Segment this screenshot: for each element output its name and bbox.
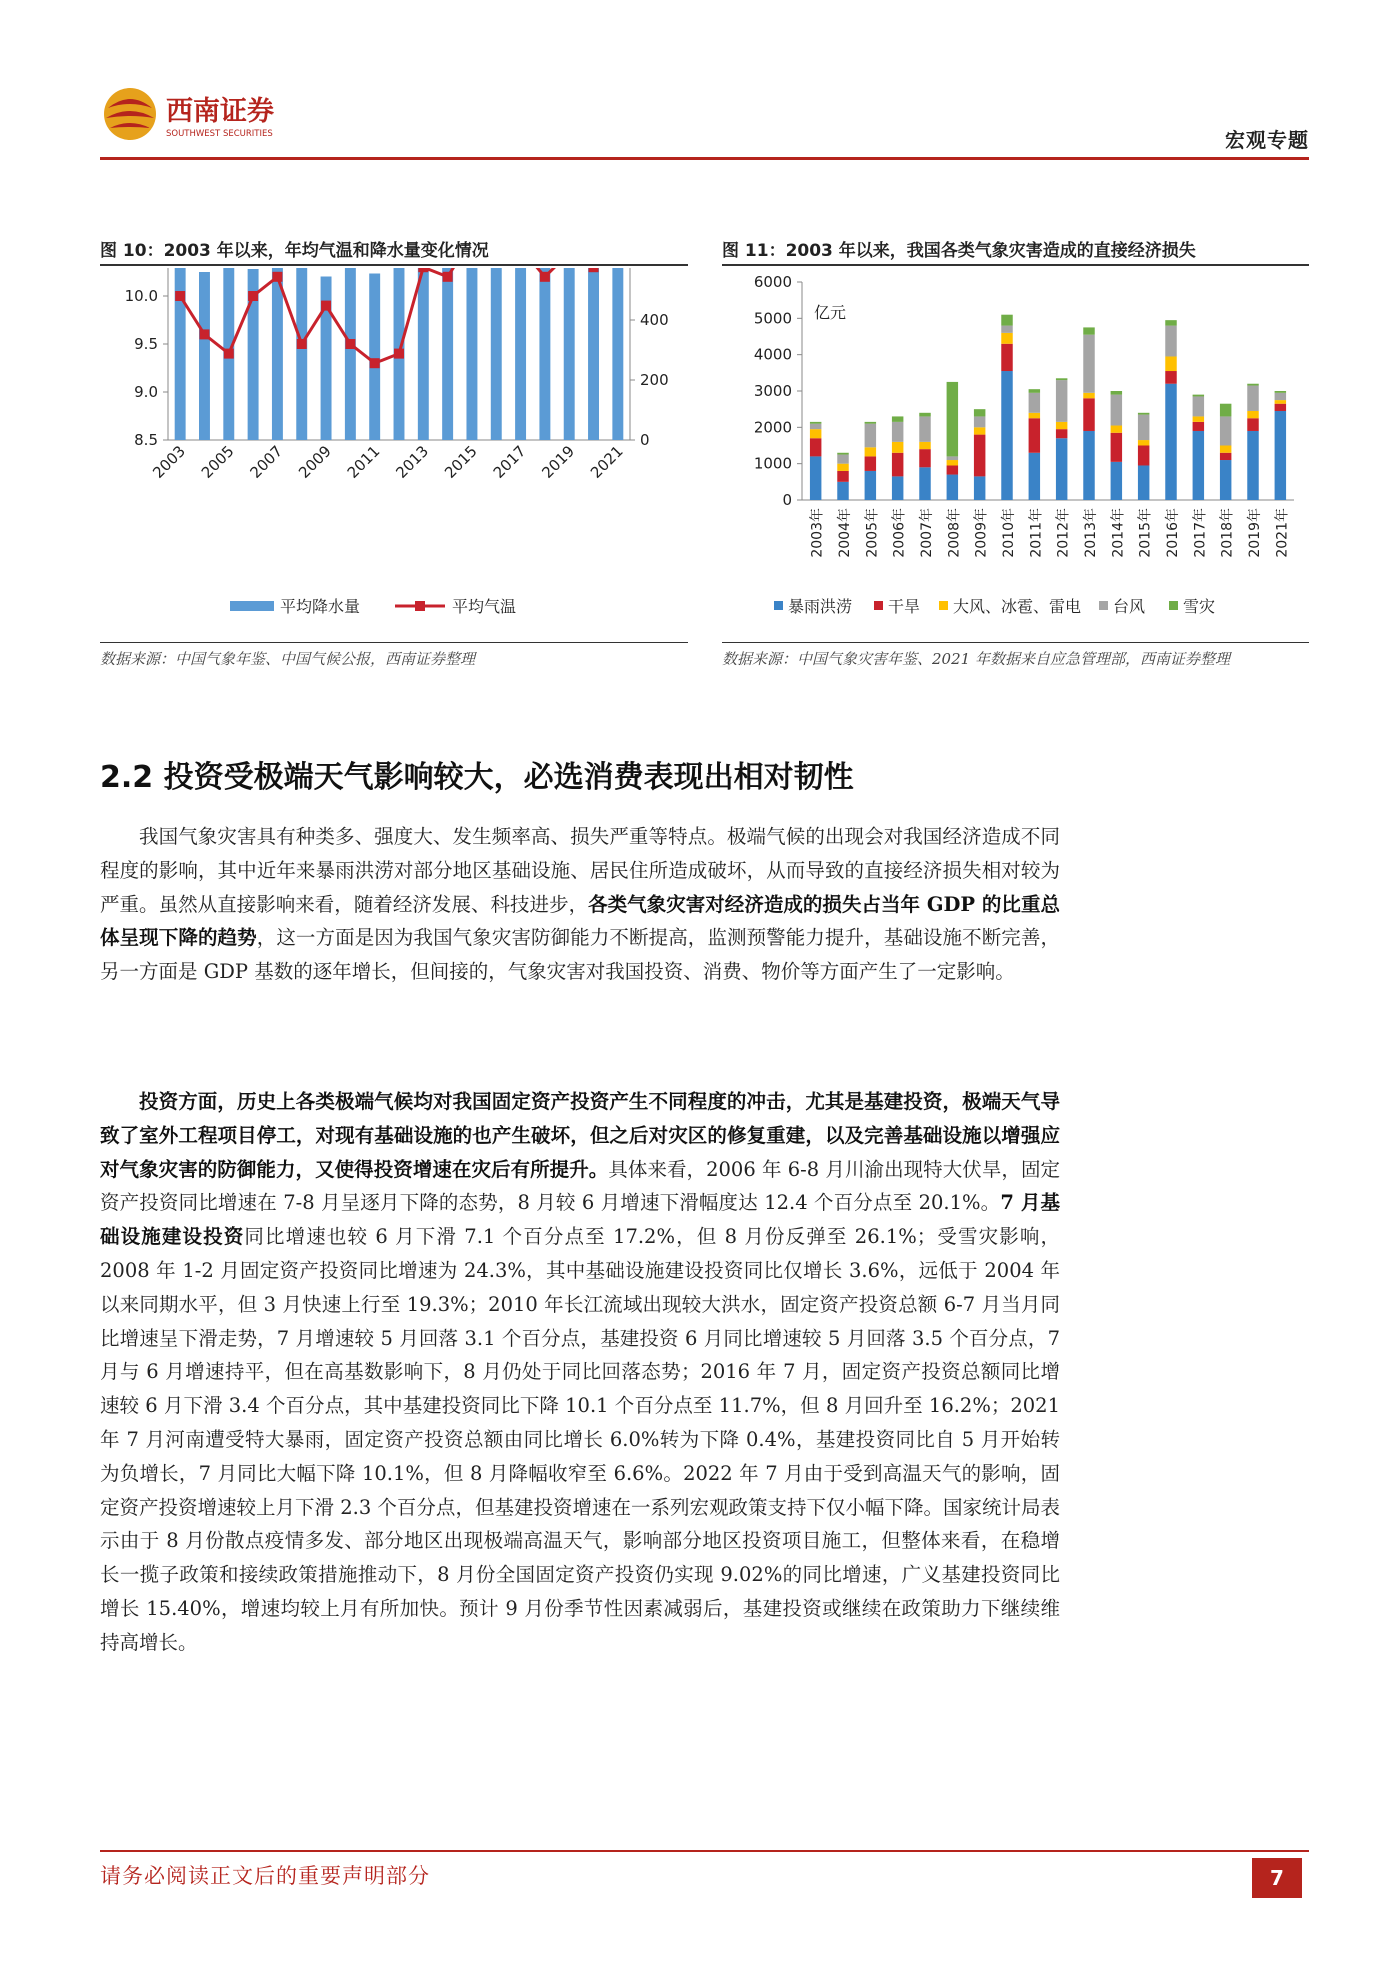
stacked-bar-segment (1247, 386, 1258, 411)
x-tick-label: 2003 (149, 442, 189, 482)
stacked-bar-segment (892, 442, 903, 453)
x-tick-label: 2018年 (1219, 507, 1236, 558)
x-tick-label: 2009年 (973, 508, 990, 558)
paragraph1-bold: 各类气象灾害对经济造成的损失占当年 GDP 的比重总体呈现下降的趋势 (100, 892, 1060, 950)
precip-bar (296, 268, 307, 440)
temperature-point (345, 339, 355, 349)
stacked-bar-segment (1275, 411, 1286, 500)
x-tick-label: 2008年 (946, 508, 963, 558)
stacked-bar-segment (1111, 462, 1122, 500)
x-tick-label: 2019 (538, 442, 579, 482)
stacked-bar-segment (865, 447, 876, 456)
stacked-bar-segment (1083, 335, 1094, 393)
stacked-bar-segment (1193, 416, 1204, 421)
figure10-bottom-rule (100, 642, 688, 643)
temperature-point (175, 291, 185, 301)
x-tick-label: 2007年 (919, 508, 935, 558)
precip-bar (345, 268, 356, 440)
temperature-point (297, 339, 307, 349)
x-tick-label: 2019年 (1247, 508, 1263, 558)
precip-bar (515, 268, 526, 440)
stacked-bar-segment (1001, 315, 1012, 326)
stacked-bar-segment (810, 429, 821, 438)
right-tick-label: 400 (640, 311, 669, 329)
stacked-bar-segment (1001, 371, 1012, 500)
stacked-bar-segment (1220, 453, 1231, 460)
precip-bar (418, 268, 429, 440)
stacked-bar-segment (1138, 446, 1149, 466)
figure11-source: 数据来源：中国气象灾害年鉴、2021 年数据来自应急管理部，西南证券整理 (722, 650, 1230, 668)
temperature-point (443, 272, 453, 282)
y-tick-label: 4000 (753, 345, 792, 364)
stacked-bar-segment (1138, 413, 1149, 415)
stacked-bar-segment (1083, 398, 1094, 431)
legend-label: 台风 (1113, 597, 1146, 616)
stacked-bar-segment (1083, 327, 1094, 334)
stacked-bar-segment (919, 442, 930, 449)
body-paragraph-1 (100, 820, 1060, 989)
legend-label: 大风、冰雹、雷电 (953, 597, 1082, 616)
stacked-bar-segment (974, 435, 985, 477)
temperature-point (224, 349, 234, 359)
stacked-bar-segment (1056, 422, 1067, 429)
stacked-bar-segment (919, 413, 930, 417)
y-tick-label: 1000 (753, 454, 792, 473)
stacked-bar-segment (1165, 326, 1176, 357)
stacked-bar-segment (1111, 426, 1122, 433)
stacked-bar-segment (1138, 415, 1149, 440)
stacked-bar-segment (1029, 413, 1040, 418)
stacked-bar-segment (947, 382, 958, 456)
precip-bar (491, 268, 502, 440)
legend-precip-swatch (230, 601, 274, 611)
x-tick-label: 2009 (295, 442, 335, 482)
section-heading: 2.2 投资受极端天气影响较大，必选消费表现出相对韧性 (100, 760, 854, 795)
figure10-top-rule (100, 264, 688, 266)
stacked-bar-segment (810, 424, 821, 429)
stacked-bar-segment (865, 424, 876, 448)
stacked-bar-segment (919, 449, 930, 467)
company-logo (100, 84, 400, 144)
x-tick-label: 2017 (489, 442, 530, 482)
figure11-top-rule (722, 264, 1309, 266)
temperature-point (370, 358, 380, 368)
stacked-bar-segment (919, 416, 930, 441)
stacked-bar-segment (1193, 431, 1204, 500)
temperature-point (418, 268, 428, 272)
x-tick-label: 2011年 (1028, 508, 1045, 558)
figure11-title: 图 11：2003 年以来，我国各类气象灾害造成的直接经济损失 (722, 241, 1196, 261)
stacked-bar-segment (1029, 389, 1040, 393)
x-tick-label: 2006年 (891, 508, 908, 558)
paragraph1-text-b: ，这一方面是因为我国气象灾害防御能力不断提高，监测预警能力提升，基础设施不断完善，另一方面是 GDP 基数的逐年增长，但间接的，气象灾害对我国投资、消费、物价等方面产生了一定影响。 (100, 926, 1060, 984)
stacked-bar-segment (974, 416, 985, 427)
stacked-bar-segment (892, 422, 903, 442)
legend-label: 干旱 (888, 597, 921, 616)
stacked-bar-segment (1001, 344, 1012, 371)
stacked-bar-segment (1247, 418, 1258, 431)
stacked-bar-segment (1056, 378, 1067, 380)
stacked-bar-segment (837, 455, 848, 464)
body-paragraph-2 (100, 1085, 1060, 1660)
x-tick-label: 2003年 (809, 508, 826, 558)
precip-bar (369, 274, 380, 441)
precip-bar (539, 268, 550, 440)
stacked-bar-segment (947, 475, 958, 500)
y-tick-label: 3000 (753, 382, 792, 400)
paragraph2-bold-b: 7 月基础设施建设投资 (100, 1191, 1061, 1249)
x-tick-label: 2013年 (1083, 508, 1099, 558)
stacked-bar-segment (1056, 438, 1067, 500)
x-tick-label: 2021 (586, 442, 627, 482)
left-tick-label: 8.5 (134, 431, 158, 449)
stacked-bar-segment (974, 427, 985, 434)
temperature-point (540, 272, 550, 282)
stacked-bar-segment (1029, 393, 1040, 413)
temperature-point (321, 301, 331, 311)
temperature-point (272, 272, 282, 282)
paragraph1-text-a: 我国气象灾害具有种类多、强度大、发生频率高、损失严重等特点。极端气候的出现会对我国经济造成不同程度的影响，其中近年来暴雨洪涝对部分地区基础设施、居民住所造成破坏，从而导致的直接经济损失相对较为严重。虽然从直接影响来看，随着经济发展、科技进步， (100, 825, 1060, 916)
stacked-bar-segment (810, 456, 821, 500)
x-tick-label: 2005年 (864, 508, 881, 558)
stacked-bar-segment (865, 471, 876, 500)
x-tick-label: 2005 (197, 442, 238, 482)
left-tick-label: 10.0 (124, 287, 158, 305)
x-tick-label: 2015年 (1137, 508, 1154, 558)
y-tick-label: 2000 (753, 418, 792, 437)
left-tick-label: 9.5 (134, 335, 158, 353)
stacked-bar-segment (974, 409, 985, 416)
legend-swatch (939, 601, 948, 610)
stacked-bar-segment (1220, 404, 1231, 417)
stacked-bar-segment (1111, 433, 1122, 462)
paragraph2-text-a: 具体来看，2006 年 6-8 月川渝出现特大伏旱，固定资产投资同比增速在 7-8 月呈逐月下降的态势，8 月较 6 月增速下滑幅度达 12.4 个百分点至 20.1%。 (100, 1157, 1060, 1215)
legend-temp-marker (415, 601, 425, 611)
legend-label: 雪灾 (1183, 597, 1216, 616)
y-tick-label: 6000 (753, 273, 792, 291)
figure11-bottom-rule (722, 642, 1309, 643)
stacked-bar-segment (947, 456, 958, 460)
stacked-bar-segment (865, 456, 876, 471)
legend-swatch (1099, 601, 1108, 610)
stacked-bar-segment (837, 453, 848, 455)
precip-bar (612, 268, 623, 440)
legend-temp-label: 平均气温 (452, 597, 517, 616)
stacked-bar-segment (974, 476, 985, 500)
temperature-point (589, 268, 599, 272)
x-tick-label: 2007 (246, 442, 287, 482)
stacked-bar-segment (1193, 395, 1204, 397)
footer-notice: 请务必阅读正文后的重要声明部分 (100, 1864, 430, 1888)
stacked-bar-segment (865, 422, 876, 424)
paragraph2-bold-a: 投资方面，历史上各类极端气候均对我国固定资产投资产生不同程度的冲击，尤其是基建投资，极端天气导致了室外工程项目停工，对现有基础设施的也产生破坏，但之后对灾区的修复重建，以及完善基础设施以增强应对气象灾害的防御能力，又使得投资增速在灾后有所提升。 (100, 1090, 1060, 1181)
stacked-bar-segment (1275, 391, 1286, 393)
page-header (100, 78, 1309, 158)
x-tick-label: 2013 (392, 442, 433, 482)
figure11-chart (722, 268, 1312, 638)
stacked-bar-segment (837, 471, 848, 482)
stacked-bar-segment (837, 482, 848, 500)
legend-precip-label: 平均降水量 (280, 597, 361, 616)
y-tick-label: 0 (782, 491, 792, 509)
stacked-bar-segment (1220, 460, 1231, 500)
stacked-bar-segment (1029, 418, 1040, 453)
stacked-bar-segment (1247, 384, 1258, 386)
stacked-bar-segment (892, 476, 903, 500)
stacked-bar-segment (1111, 395, 1122, 426)
stacked-bar-segment (1056, 429, 1067, 438)
footer-divider (100, 1850, 1309, 1852)
stacked-bar-segment (1275, 400, 1286, 404)
stacked-bar-segment (1247, 411, 1258, 418)
stacked-bar-segment (1138, 440, 1149, 445)
right-tick-label: 0 (640, 431, 650, 449)
figure10-source: 数据来源：中国气象年鉴、中国气候公报，西南证券整理 (100, 650, 476, 668)
stacked-bar-segment (1001, 326, 1012, 333)
page-number: 7 (1252, 1858, 1302, 1898)
stacked-bar-segment (837, 464, 848, 471)
y-tick-label: 5000 (753, 309, 792, 328)
stacked-bar-segment (1001, 333, 1012, 344)
left-tick-label: 9.0 (134, 383, 158, 401)
x-tick-label: 2010年 (1001, 508, 1017, 558)
precip-bar (588, 268, 599, 440)
x-tick-label: 2014年 (1110, 508, 1127, 558)
legend-swatch (1169, 601, 1178, 610)
stacked-bar-segment (1220, 446, 1231, 453)
stacked-bar-segment (1275, 404, 1286, 411)
x-tick-label: 2004年 (837, 508, 853, 558)
x-tick-label: 2016年 (1165, 508, 1181, 558)
paragraph2-text-b: 同比增速也较 6 月下滑 7.1 个百分点至 17.2%，但 8 月份反弹至 26.1%；受雪灾影响，2008 年 1-2 月固定资产投资同比增速为 24.3%，其中基础设施建设投资同比仅增长 3.6%，远低于 2004 年以来同期水平，但 3 月快速上行至 19.3%；2010 年长江流域出现较大洪水，固定资产投资总额 6-7 月当月同比增速呈下滑走势，7 月增速较 5 月回落 3.1 个百分点，基建投资 6 月同比增速较 5 月回落 3.5 个百分点，7 月与 6 月增速持平，但在高基数影响下，8 月仍处于同比回落态势；2016 年 7 月，固定资产投资总额同比增速较 6 月下滑 3.4 个百分点，其中基建投资同比下降 10.1 个百分点至 11.7%，但 8 月回升至 16.2%；2021 年 7 月河南遭受特大暴雨，固定资产投资总额由同比增长 6.0%转为下降 0.4%，基建投资同比自 5 月开始转为负增长，7 月同比大幅下降 10.1%，但 8 月降幅收窄至 6.6%。2022 年 7 月由于受到高温天气的影响，固定资产投资增速较上月下滑 2.3 个百分点，但基建投资增速在一系列宏观政策支持下仅小幅下降。国家统计局表示由于 8 月份散点疫情多发、部分地区出现极端高温天气，影响部分地区投资项目施工，但整体来看，在稳增长一揽子政策和接续政策措施推动下，8 月份全国固定资产投资仍实现 9.02%的同比增速，广义基建投资同比增长 15.40%，增速均较上月有所加快。预计 9 月份季节性因素减弱后，基建投资或继续在政策助力下继续维持高增长。 (100, 1225, 1060, 1654)
temperature-point (394, 349, 404, 359)
figure10-chart (100, 268, 690, 638)
stacked-bar-segment (1083, 431, 1094, 500)
stacked-bar-segment (1220, 416, 1231, 445)
stacked-bar-segment (947, 460, 958, 465)
logo-cn-text: 西南证券 (166, 96, 274, 127)
stacked-bar-segment (892, 453, 903, 477)
stacked-bar-segment (1056, 380, 1067, 422)
logo-en-text: SOUTHWEST SECURITIES (166, 129, 273, 139)
stacked-bar-segment (810, 438, 821, 456)
right-tick-label: 200 (640, 371, 669, 389)
stacked-bar-segment (810, 422, 821, 424)
x-tick-label: 2021年 (1274, 508, 1291, 558)
stacked-bar-segment (1165, 320, 1176, 325)
stacked-bar-segment (947, 465, 958, 474)
stacked-bar-segment (1193, 396, 1204, 416)
stacked-bar-segment (892, 416, 903, 421)
legend-swatch (774, 601, 783, 610)
stacked-bar-segment (1165, 384, 1176, 500)
right-tick-label (640, 268, 669, 269)
figure10-title: 图 10：2003 年以来，年均气温和降水量变化情况 (100, 241, 489, 261)
stacked-bar-segment (1275, 393, 1286, 400)
stacked-bar-segment (919, 467, 930, 500)
report-type-tag: 宏观专题 (1225, 128, 1309, 152)
precip-bar (272, 268, 283, 440)
x-tick-label: 2012年 (1055, 508, 1072, 558)
stacked-bar-segment (1083, 393, 1094, 398)
x-tick-label: 2017年 (1192, 508, 1209, 558)
stacked-bar-segment (1165, 371, 1176, 384)
stacked-bar-segment (1138, 465, 1149, 500)
precip-bar (564, 268, 575, 440)
temperature-point (248, 291, 258, 301)
stacked-bar-segment (1165, 356, 1176, 371)
x-tick-label: 2015 (441, 442, 481, 482)
x-tick-label: 2011 (343, 442, 384, 482)
stacked-bar-segment (1193, 422, 1204, 431)
stacked-bar-segment (1247, 431, 1258, 500)
precip-bar (466, 268, 477, 440)
unit-label: 亿元 (814, 303, 847, 322)
legend-swatch (874, 601, 883, 610)
precip-bar (442, 268, 453, 440)
stacked-bar-segment (1029, 453, 1040, 500)
temperature-point (199, 329, 209, 339)
legend-label: 暴雨洪涝 (788, 597, 853, 616)
header-divider (100, 157, 1309, 160)
precip-bar (199, 272, 210, 440)
stacked-bar-segment (1111, 391, 1122, 395)
